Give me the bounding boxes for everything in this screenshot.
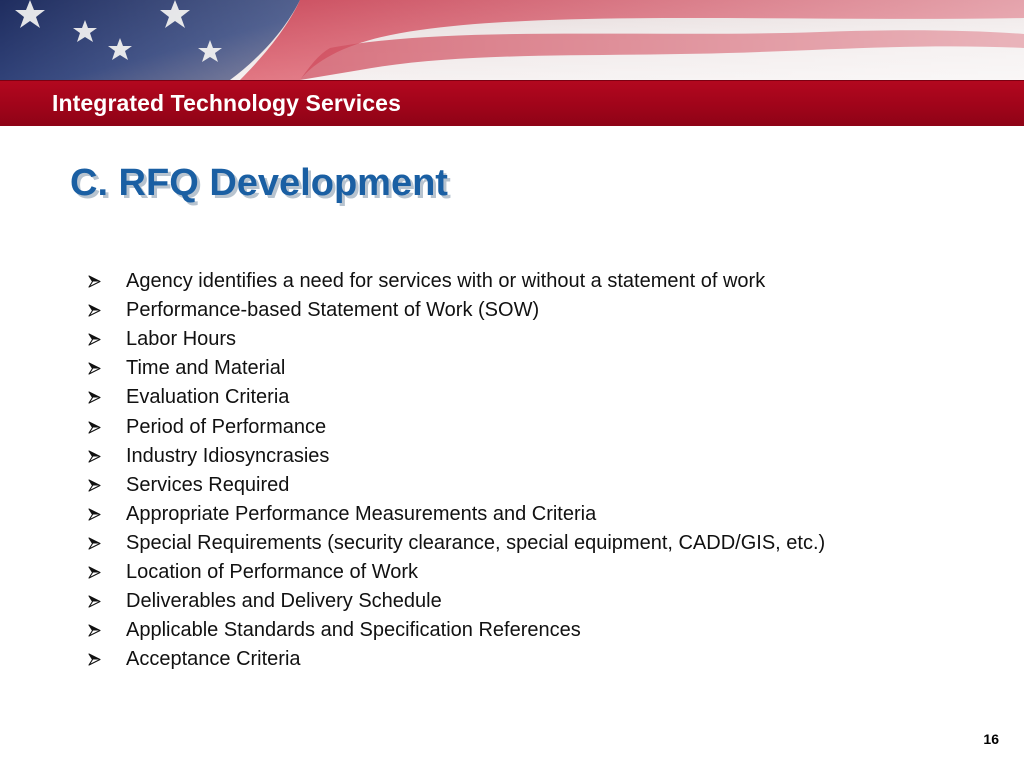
app-title: Integrated Technology Services: [52, 90, 401, 116]
bullet-item: [88, 383, 1008, 412]
arrow-bullet-icon: [88, 333, 126, 346]
bullet-item: [88, 412, 1008, 441]
bullet-item: [88, 529, 1008, 558]
arrow-bullet-icon: [88, 421, 126, 434]
bullet-text: Location of Performance of Work: [126, 560, 418, 583]
bullet-text: Labor Hours: [126, 328, 237, 351]
title-bar: [0, 80, 1024, 126]
bullet-text: Special Requirements (security clearance, special equipment, CADD/GIS, etc.): [126, 531, 826, 554]
arrow-bullet-icon: [88, 362, 126, 375]
bullet-text: Performance-based Statement of Work (SOW): [126, 299, 540, 322]
arrow-bullet-icon: [88, 595, 126, 608]
arrow-bullet-icon: [88, 537, 126, 550]
bullet-text: Industry Idiosyncrasies: [126, 444, 330, 467]
page-number: 16: [983, 731, 999, 747]
bullet-item: [88, 442, 1008, 471]
bullet-text: Evaluation Criteria: [126, 386, 290, 409]
bullet-text: Services Required: [126, 473, 290, 496]
bullet-item: [88, 616, 1008, 645]
bullet-item: [88, 296, 1008, 325]
slide-heading: C. RFQ Development: [70, 162, 448, 204]
bullet-text: Agency identifies a need for services with or without a statement of work: [126, 270, 766, 293]
bullet-text: Applicable Standards and Specification References: [126, 619, 581, 642]
bullet-item: [88, 558, 1008, 587]
bullet-text: Acceptance Criteria: [126, 648, 301, 671]
bullet-text: Time and Material: [126, 357, 286, 380]
flag-banner: [0, 0, 1024, 80]
bullet-item: [88, 500, 1008, 529]
bullet-item: [88, 325, 1008, 354]
bullet-item: [88, 354, 1008, 383]
bullet-item: [88, 267, 1008, 296]
bullet-text: Deliverables and Delivery Schedule: [126, 590, 442, 613]
american-flag-image: [0, 0, 1024, 80]
arrow-bullet-icon: [88, 566, 126, 579]
arrow-bullet-icon: [88, 391, 126, 404]
bullet-item: [88, 645, 1008, 674]
bullet-item: [88, 587, 1008, 616]
bullet-list: [88, 267, 1008, 674]
arrow-bullet-icon: [88, 275, 126, 288]
arrow-bullet-icon: [88, 450, 126, 463]
bullet-text: Period of Performance: [126, 415, 327, 438]
arrow-bullet-icon: [88, 624, 126, 637]
arrow-bullet-icon: [88, 653, 126, 666]
bullet-item: [88, 471, 1008, 500]
bullet-text: Appropriate Performance Measurements and Criteria: [126, 502, 597, 525]
arrow-bullet-icon: [88, 479, 126, 492]
arrow-bullet-icon: [88, 304, 126, 317]
arrow-bullet-icon: [88, 508, 126, 521]
